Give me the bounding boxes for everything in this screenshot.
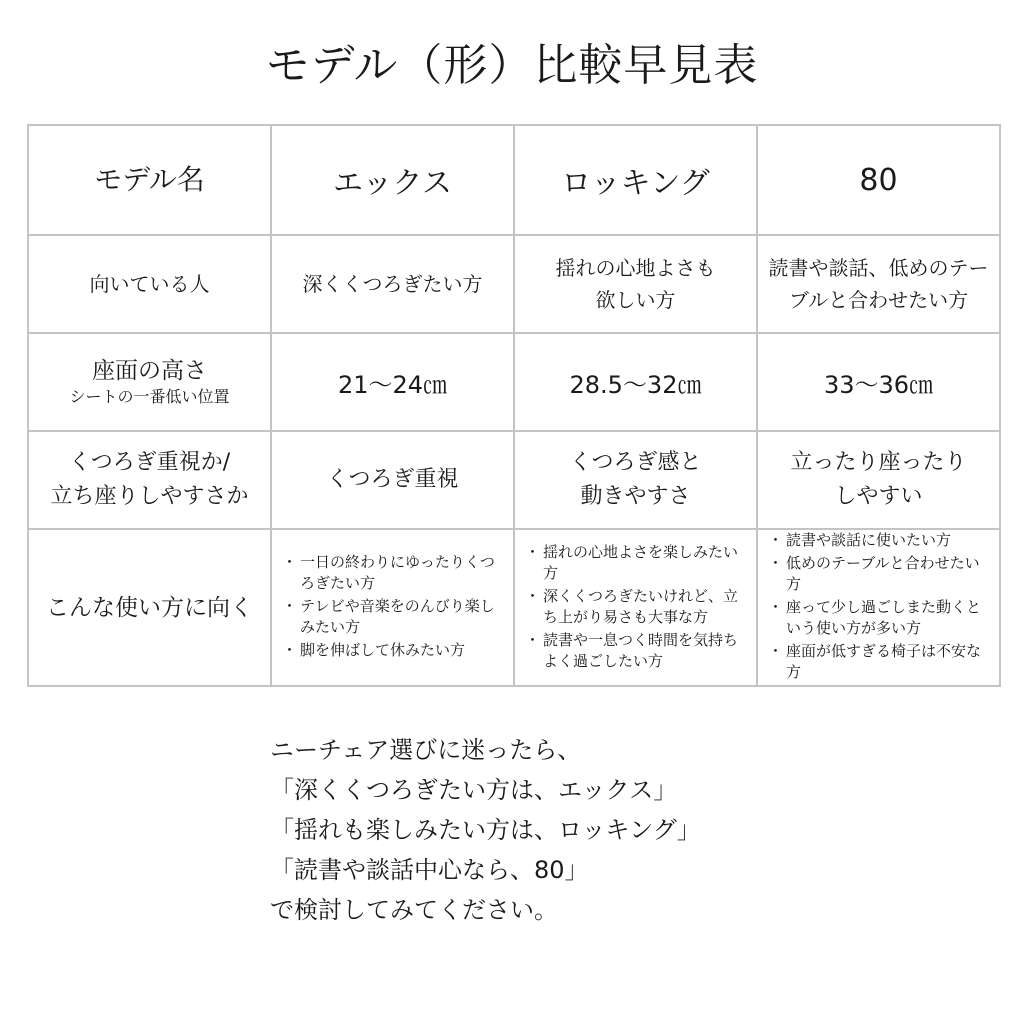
height-80: 33〜36㎝ xyxy=(757,333,1000,431)
uses-rocking xyxy=(514,529,757,686)
focus-rocking-line-1: くつろぎ感と xyxy=(569,450,702,475)
person-80-line-1: 読書や談話、低めのテー xyxy=(768,256,989,280)
model-rocking: ロッキング xyxy=(514,125,757,235)
focus-rocking xyxy=(514,431,757,529)
table-row-focus xyxy=(28,431,1000,529)
person-x xyxy=(271,235,514,333)
uses-rocking-list xyxy=(521,542,750,672)
focus-x-line: くつろぎ重視 xyxy=(326,467,459,492)
list-item: ・ 読書や一息つく時間を気持ちよく過ごしたい方 xyxy=(521,630,750,672)
seat-height-label: 座面の高さ xyxy=(92,358,207,384)
list-item: ・ 深くくつろぎたいけれど、立ち上がり易さも大事な方 xyxy=(521,586,750,628)
cta-line-3: 「揺れも楽しみたい方は、ロッキング」 xyxy=(270,816,701,844)
height-x: 21〜24㎝ xyxy=(271,333,514,431)
uses-80 xyxy=(757,529,1000,686)
focus-80 xyxy=(757,431,1000,529)
list-item: ・ 脚を伸ばして休みたい方 xyxy=(278,640,507,661)
row-label-seat-height xyxy=(28,333,271,431)
focus-x xyxy=(271,431,514,529)
person-rocking-line-2: 欲しい方 xyxy=(595,288,676,312)
list-item: ・ 読書や談話に使いたい方 xyxy=(764,530,993,551)
seat-height-sublabel: シートの一番低い位置 xyxy=(69,387,230,406)
cta-line-4: 「読書や談話中心なら、80」 xyxy=(270,856,589,884)
table-row-uses xyxy=(28,529,1000,686)
table-header-row xyxy=(28,125,1000,235)
row-label-person: 向いている人 xyxy=(28,235,271,333)
uses-x xyxy=(271,529,514,686)
table-row-person xyxy=(28,235,1000,333)
person-80 xyxy=(757,235,1000,333)
person-rocking-line-1: 揺れの心地よさも xyxy=(555,256,716,280)
list-item: ・ 一日の終わりにゆったりくつろぎたい方 xyxy=(278,552,507,594)
list-item: ・ 揺れの心地よさを楽しみたい方 xyxy=(521,542,750,584)
table-row-seat-height xyxy=(28,333,1000,431)
person-80-line-2: ブルと合わせたい方 xyxy=(788,288,969,312)
person-x-line: 深くくつろぎたい方 xyxy=(302,272,483,296)
row-label-uses: こんな使い方に向く xyxy=(28,529,271,686)
cta-line-2: 「深くくつろぎたい方は、エックス」 xyxy=(270,776,678,804)
focus-80-line-1: 立ったり座ったり xyxy=(790,450,967,475)
page-title: モデル（形）比較早見表 xyxy=(265,40,759,91)
list-item: ・ 低めのテーブルと合わせたい方 xyxy=(764,553,993,595)
cta-line-5: で検討してみてください。 xyxy=(270,896,558,924)
row-label-focus xyxy=(28,431,271,529)
model-80: 80 xyxy=(757,125,1000,235)
list-item: ・ テレビや音楽をのんびり楽しみたい方 xyxy=(278,596,507,638)
focus-80-line-2: しやすい xyxy=(834,484,923,509)
cta-line-1: ニーチェア選びに迷ったら、 xyxy=(270,736,582,764)
list-item: ・ 座って少し過ごしまた動くという使い方が多い方 xyxy=(764,597,993,639)
model-x: エックス xyxy=(271,125,514,235)
header-label: モデル名 xyxy=(28,125,271,235)
comparison-table xyxy=(27,124,1001,687)
uses-x-list xyxy=(278,552,507,661)
height-rocking: 28.5〜32㎝ xyxy=(514,333,757,431)
list-item: ・ 座面が低すぎる椅子は不安な方 xyxy=(764,641,993,683)
focus-label-line-1: くつろぎ重視か/ xyxy=(68,450,231,475)
focus-rocking-line-2: 動きやすさ xyxy=(580,484,691,509)
uses-80-list xyxy=(764,530,993,683)
person-rocking xyxy=(514,235,757,333)
recommendation-text xyxy=(270,730,970,930)
focus-label-line-2: 立ち座りしやすさか xyxy=(50,484,249,509)
